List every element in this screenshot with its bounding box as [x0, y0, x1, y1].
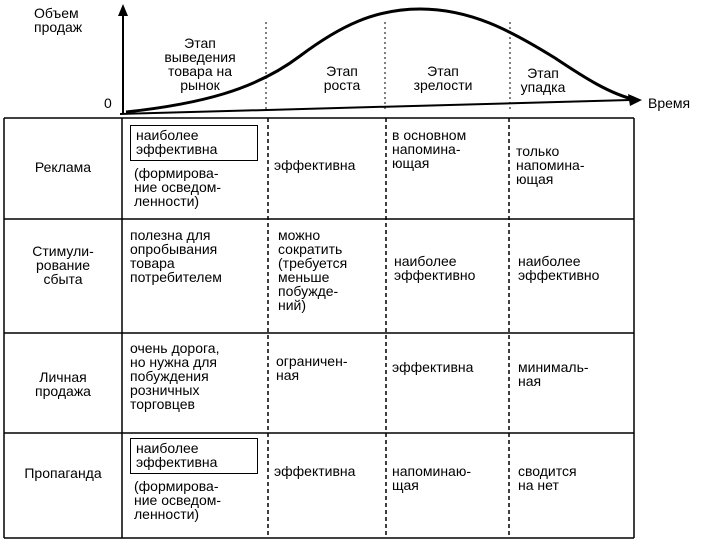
cell-publicity-growth: эффективна: [274, 463, 356, 479]
stage-maturity-label: Этап зрелости: [413, 63, 473, 93]
row-label-sales-promotion: Стимули- рование сбыта: [32, 243, 94, 287]
row-label-advertising: Реклама: [34, 159, 92, 175]
cell-publicity-maturity: напоминаю- щая: [392, 463, 472, 493]
cell-promotion-decline: наиболее эффективно: [518, 253, 600, 283]
y-axis-label: Объем продаж: [34, 5, 83, 35]
cell-publicity-introduction-note: (формирова- ние осведом- ленности): [134, 478, 222, 522]
y-axis-arrow: [118, 4, 128, 16]
cell-advertising-growth: эффективна: [274, 157, 356, 173]
cell-advertising-decline: только напомина- ющая: [516, 143, 585, 187]
cell-promotion-growth: можно сократить (требуется меньше побужде- ний): [278, 227, 348, 313]
origin-label: 0: [104, 95, 112, 111]
row-label-personal-selling: Личная продажа: [35, 369, 91, 399]
row-label-publicity: Пропаганда: [24, 465, 102, 481]
stage-growth-label: Этап роста: [323, 63, 361, 93]
cell-personal-growth: ограничен- ная: [276, 353, 348, 383]
cell-personal-introduction: очень дорога, но нужна для побуждения розничных торговцев: [130, 340, 220, 412]
cell-publicity-decline: сводится на нет: [518, 463, 577, 493]
cell-publicity-introduction-highlight: наиболее эффективна: [136, 440, 218, 470]
cell-advertising-maturity: в основном напомина- ющая: [392, 127, 467, 171]
cell-personal-maturity: эффективна: [392, 359, 474, 375]
cell-advertising-introduction-highlight: наиболее эффективна: [136, 127, 218, 157]
cell-promotion-introduction: полезна для опробывания товара потребителем: [130, 227, 222, 285]
cell-advertising-introduction-note: (формирова- ние осведом- ленности): [134, 165, 222, 209]
cell-personal-decline: минималь- ная: [518, 359, 589, 389]
x-axis-label: Время: [648, 95, 691, 111]
stage-introduction-label: Этап выведения товара на рынок: [164, 35, 236, 93]
cell-promotion-maturity: наиболее эффективно: [394, 253, 476, 283]
stage-decline-label: Этап упадка: [520, 65, 566, 95]
